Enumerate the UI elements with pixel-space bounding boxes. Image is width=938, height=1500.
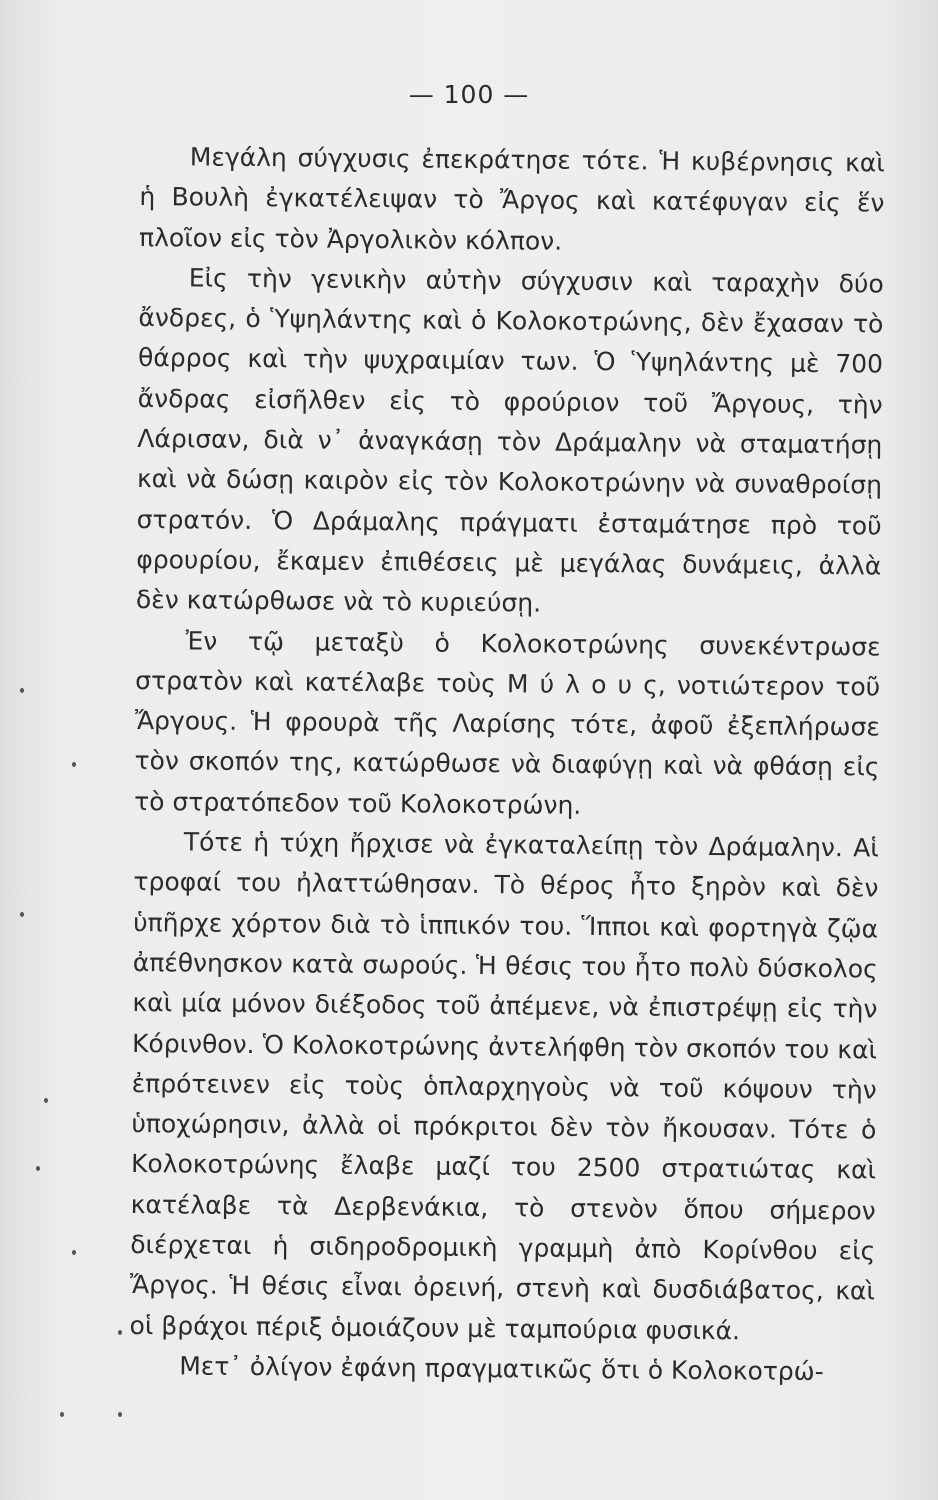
- paragraph-1: Μεγάλη σύγχυσις ἐπεκράτησε τότε. Ἡ κυβέρνησις καὶ ἡ Βουλὴ ἐγκατέλειψαν τὸ Ἄργος καὶ κατέφυγαν εἰς ἕν πλοῖον εἰς τὸν Ἀργολικὸν κόλπον.: [139, 142, 885, 256]
- paragraph-5: Μετ᾽ ὀλίγον ἐφάνη πραγματικῶς ὅτι ὁ Κολοκοτρώ-: [179, 1351, 824, 1386]
- scan-speck: [44, 1098, 48, 1103]
- paragraph-2: Εἰς τὴν γενικὴν αὐτὴν σύγχυσιν καὶ ταραχὴν δύο ἄνδρες, ὁ Ὑψηλάντης καὶ ὁ Κολοκοτρώνης, δὲν ἔχασαν τὸ θάρρος καὶ τὴν ψυχραιμίαν των. Ὁ Ὑψηλάντης μὲ 700 ἄνδρας εἰσῆλθεν εἰς τὸ φρούριον τοῦ Ἄργους, τὴν Λάρισαν, διὰ ν᾽ ἀναγκάσῃ τὸν Δράμαλην νὰ σταματήσῃ καὶ νὰ δώσῃ καιρὸν εἰς τὸν Κολοκοτρώνην νὰ συναθροίσῃ στρατόν. Ὁ Δράμαλης πράγματι ἐσταμάτησε πρὸ τοῦ φρουρίου, ἔκαμεν ἐπιθέσεις μὲ μεγάλας δυνάμεις, ἀλλὰ δὲν κατώρθωσε νὰ τὸ κυριεύσῃ.: [135, 263, 884, 618]
- scan-speck: [118, 1330, 122, 1335]
- scan-speck: [118, 1412, 122, 1417]
- scan-speck: [72, 1250, 76, 1255]
- scan-speck: [72, 762, 76, 767]
- scan-speck: [60, 1412, 64, 1417]
- scan-speck: [36, 1166, 40, 1171]
- paragraph-3: Ἐν τῷ μεταξὺ ὁ Κολοκοτρώνης συνεκέντρωσε στρατὸν καὶ κατέλαβε τοὺς Μ ύ λ ο υ ς, νοτιώτερον τοῦ Ἄργους. Ἡ φρουρὰ τῆς Λαρίσης τότε, ἀφοῦ ἐξεπλήρωσε τὸν σκοπόν της, κατώρθωσε νὰ διαφύγῃ καὶ νὰ φθάσῃ εἰς τὸ στρατόπεδον τοῦ Κολοκοτρώνη.: [134, 625, 881, 820]
- body-text: [129, 137, 885, 1393]
- page-number: — 100 —: [408, 80, 530, 109]
- scan-speck: [20, 912, 24, 917]
- scan-speck: [20, 688, 24, 693]
- paragraph-4: Τότε ἡ τύχη ἤρχισε νὰ ἐγκαταλείπῃ τὸν Δράμαλην. Αἱ τροφαί του ἠλαττώθησαν. Τὸ θέρος ἦτο ξηρὸν καὶ δὲν ὑπῆρχε χόρτον διὰ τὸ ἱππικόν του. Ἵπποι καὶ φορτηγὰ ζῷα ἀπέθνησκον κατὰ σωρούς. Ἡ θέσις του ἦτο πολὺ δύσκολος καὶ μία μόνον διέξοδος τοῦ ἀπέμενε, νὰ ἐπιστρέψῃ εἰς τὴν Κόρινθον. Ὁ Κολοκοτρώνης ἀντελήφθη τὸν σκοπόν του καὶ ἐπρότεινεν εἰς τοὺς ὁπλαρχηγοὺς νὰ τοῦ κόψουν τὴν ὑποχώρησιν, ἀλλὰ οἱ πρόκριτοι δὲν τὸν ἤκουσαν. Τότε ὁ Κολοκοτρώνης ἔλαβε μαζί του 2500 στρατιώτας καὶ κατέλαβε τὰ Δερβενάκια, τὸ στενὸν ὅπου σήμερον διέρχεται ἡ σιδηροδρομικὴ γραμμὴ ἀπὸ Κορίνθου εἰς Ἄργος. Ἡ θέσις εἶναι ὀρεινή, στενὴ καὶ δυσδιάβατος, καὶ οἱ βράχοι πέριξ ὁμοιάζουν μὲ ταμπούρια φυσικά.: [129, 827, 879, 1345]
